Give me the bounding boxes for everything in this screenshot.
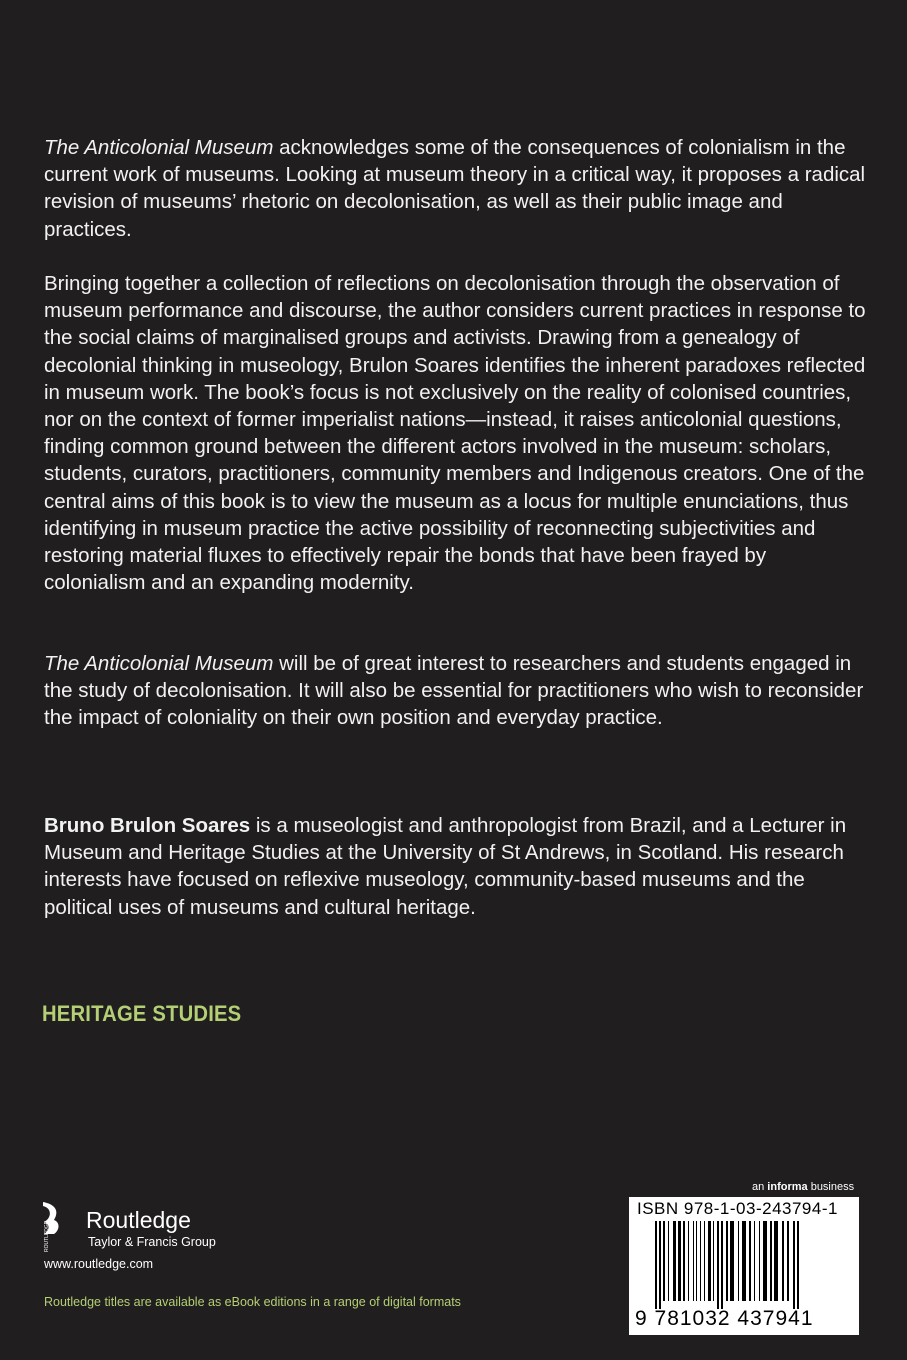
publisher-website[interactable]: www.routledge.com [44, 1257, 154, 1271]
book-title: The Anticolonial Museum [44, 136, 274, 159]
book-title: The Anticolonial Museum [44, 652, 274, 675]
blurb-paragraph-2: Bringing together a collection of reflections on decolonisation through the observation of museum performance and discourse, the author considers current practices in response to the social claims of marginalised groups and activists. Drawing from a genealogy of decolonial thinking in museology, Brulon Soares identifies the inherent paradoxes reflected in museum work. The book’s focus is not exclusively on the reality of colonised countries, nor on the context of former imperialist nations—instead, it raises anticolonial questions, finding common ground between the different actors involved in the museum: scholars, students, curators, practitioners, community members and Indigenous creators. One of the central aims of this book is to view the museum as a locus for multiple enunciations, thus identifying in museum practice the active possibility of reconnecting subjectivities and restoring material fluxes to effectively repair the bonds that have been frayed by colonialism and an expanding modernity. [44, 272, 866, 595]
isbn-label: ISBN 978-1-03-243794-1 [637, 1199, 838, 1218]
blurb-paragraph-3 [44, 650, 866, 732]
barcode-icon [655, 1221, 845, 1309]
informa-suffix: business [807, 1181, 855, 1193]
routledge-logo-text: ROUTLEDGE [44, 1220, 50, 1252]
informa-brand: informa [767, 1181, 808, 1193]
routledge-logo-icon [40, 1200, 62, 1254]
publisher-name: Routledge [86, 1207, 191, 1233]
informa-tagline [752, 1181, 854, 1193]
author-name: Bruno Brulon Soares [44, 814, 251, 837]
author-bio [44, 812, 866, 921]
informa-prefix: an [752, 1181, 768, 1193]
blurb-text: acknowledges some of the consequences of colonialism in the current work of museums. Looking at museum theory in a critical way, it proposes a radical revision of museums’ rhetoric on decolonisation, as well as their public image and practices. [44, 136, 866, 241]
blurb-text: will be of great interest to researchers and students engaged in the study of decolonisation. It will also be essential for practitioners who wish to reconsider the impact of coloniality on their own position and everyday practice. [44, 652, 864, 730]
subject-category: HERITAGE STUDIES [42, 1001, 242, 1026]
ebook-note: Routledge titles are available as eBook editions in a range of digital formats [44, 1295, 461, 1309]
author-bio-text: is a museologist and anthropologist from Brazil, and a Lecturer in Museum and Heritage Studies at the University of St Andrews, in Scotland. His research interests have focused on reflexive museology, community-based museums and the political uses of museums and cultural heritage. [44, 814, 847, 919]
barcode-box [629, 1197, 859, 1335]
publisher-group: Taylor & Francis Group [88, 1235, 216, 1249]
barcode-digits: 9 781032 437941 [635, 1307, 814, 1330]
blurb-paragraph-1 [44, 134, 866, 243]
